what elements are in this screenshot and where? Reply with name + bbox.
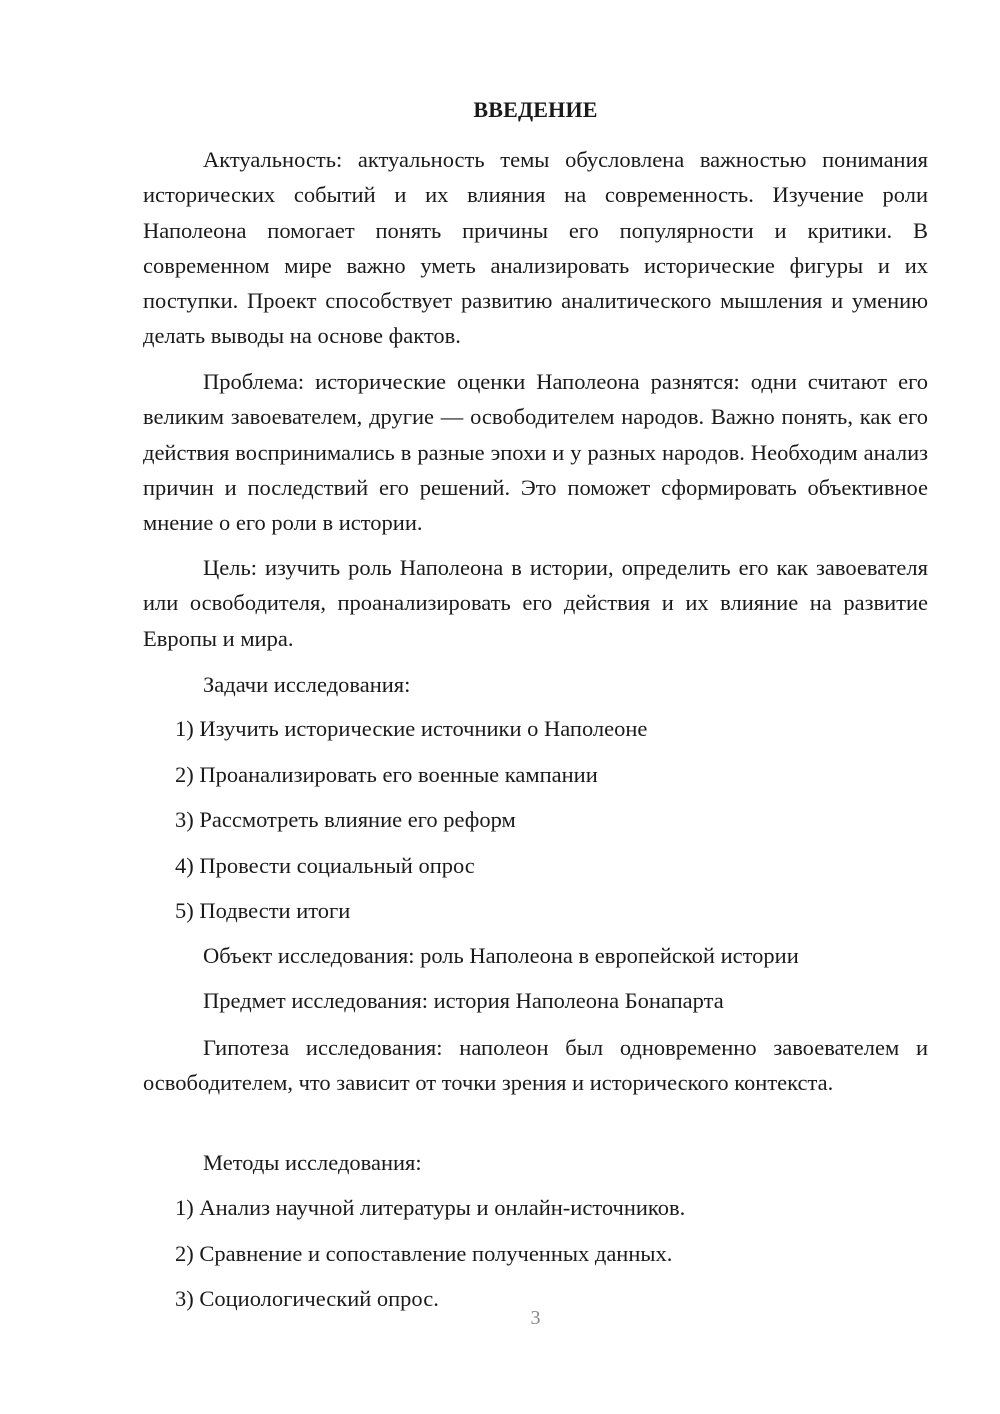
hypothesis-paragraph: Гипотеза исследования: наполеон был одновременно завоевателем и освободителем, что зависит от точки зрения и исторического контекста.: [143, 1035, 928, 1096]
section-heading: ВВЕДЕНИЕ: [473, 97, 598, 122]
method-item: 2) Сравнение и сопоставление полученных данных.: [175, 1241, 673, 1266]
method-item: 1) Анализ научной литературы и онлайн-источников.: [175, 1195, 686, 1220]
methods-label: Методы исследования:: [203, 1150, 422, 1175]
problem-paragraph: Проблема: исторические оценки Наполеона разнятся: одни считают его великим завоевателем, другие — освободителем народов. Важно понять, как его действия воспринимались в разные эпохи и у разных народов. Необходим анализ причин и последствий его решений. Это поможет сформировать объективное мнение о его роли в истории.: [143, 369, 928, 536]
task-item: 2) Проанализировать его военные кампании: [175, 762, 598, 787]
research-object: Объект исследования: роль Наполеона в европейской истории: [203, 943, 799, 968]
task-item: 4) Провести социальный опрос: [175, 853, 475, 878]
task-item: 5) Подвести итоги: [175, 898, 351, 923]
task-item: 1) Изучить исторические источники о Наполеоне: [175, 716, 648, 741]
goal-paragraph: Цель: изучить роль Наполеона в истории, определить его как завоевателя или освободителя, проанализировать его действия и их влияние на развитие Европы и мира.: [143, 555, 928, 651]
task-item: 3) Рассмотреть влияние его реформ: [175, 807, 516, 832]
method-item: 3) Социологический опрос.: [175, 1286, 439, 1311]
tasks-label: Задачи исследования:: [203, 672, 411, 697]
relevance-paragraph: Актуальность: актуальность темы обусловлена важностью понимания исторических событий и их влияния на современность. Изучение роли Наполеона помогает понять причины его популярности и критики. В современном мире важно уметь анализировать исторические фигуры и их поступки. Проект способствует развитию аналитического мышления и умению делать выводы на основе фактов.: [143, 147, 928, 349]
page-number: 3: [530, 1307, 541, 1329]
research-subject: Предмет исследования: история Наполеона Бонапарта: [203, 988, 724, 1013]
